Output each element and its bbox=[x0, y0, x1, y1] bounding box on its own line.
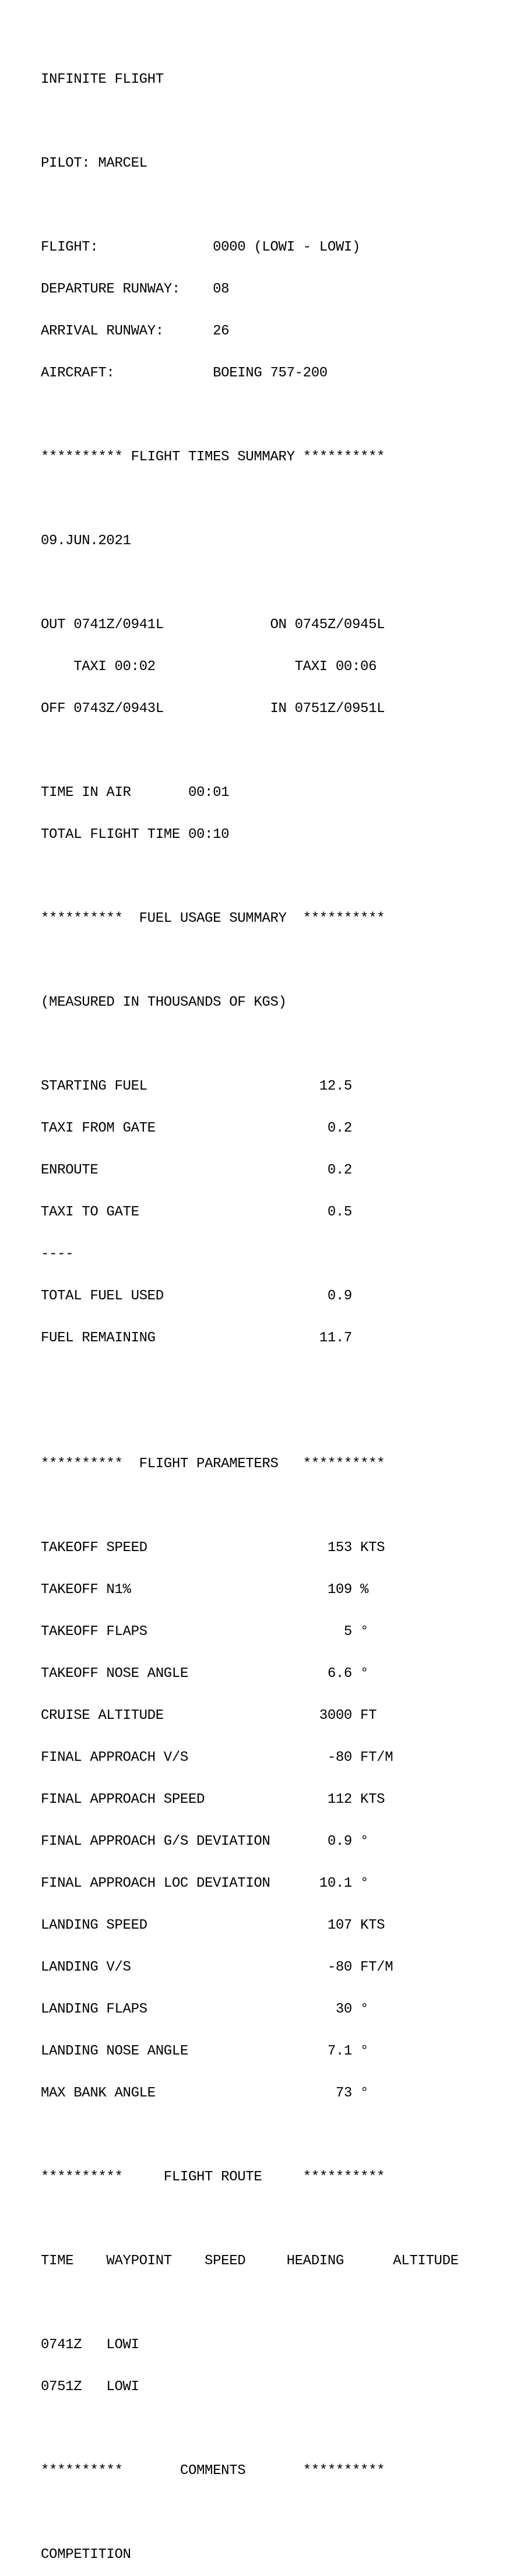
param-row-takeoff-n1: TAKEOFF N1% 109 % bbox=[41, 1582, 369, 1598]
blank-line bbox=[41, 954, 459, 968]
aircraft-line: AIRCRAFT: BOEING 757-200 bbox=[41, 365, 328, 381]
blank-line bbox=[41, 2129, 459, 2142]
blank-line bbox=[41, 2212, 459, 2226]
param-row-max-bank-angle: MAX BANK ANGLE 73 ° bbox=[41, 2085, 369, 2101]
param-row-final-approach-vs: FINAL APPROACH V/S -80 FT/M bbox=[41, 1750, 393, 1766]
blank-line bbox=[41, 576, 459, 590]
param-row-takeoff-speed: TAKEOFF SPEED 153 KTS bbox=[41, 1540, 385, 1556]
route-row: 0751Z LOWI bbox=[41, 2379, 139, 2395]
route-row: 0741Z LOWI bbox=[41, 2337, 139, 2353]
blank-line bbox=[41, 115, 459, 129]
param-row-final-approach-speed: FINAL APPROACH SPEED 112 KTS bbox=[41, 1792, 385, 1807]
departure-runway-line: DEPARTURE RUNWAY: 08 bbox=[41, 281, 230, 297]
blank-line bbox=[41, 408, 459, 422]
fuel-unit-note: (MEASURED IN THOUSANDS OF KGS) bbox=[41, 995, 287, 1010]
blank-line bbox=[41, 199, 459, 213]
comments-heading: ********** COMMENTS ********** bbox=[41, 2463, 385, 2479]
flight-route-heading: ********** FLIGHT ROUTE ********** bbox=[41, 2169, 385, 2185]
blank-line bbox=[41, 870, 459, 884]
flight-parameters-heading: ********** FLIGHT PARAMETERS ********** bbox=[41, 1456, 385, 1472]
pilot-line: PILOT: MARCEL bbox=[41, 156, 147, 171]
fuel-row-taxi-to-gate: TAXI TO GATE 0.5 bbox=[41, 1204, 352, 1220]
report-title: INFINITE FLIGHT bbox=[41, 72, 164, 87]
param-row-takeoff-nose-angle: TAKEOFF NOSE ANGLE 6.6 ° bbox=[41, 1666, 369, 1682]
blank-line bbox=[41, 744, 459, 758]
param-row-landing-speed: LANDING SPEED 107 KTS bbox=[41, 1918, 385, 1933]
flight-times-summary-heading: ********** FLIGHT TIMES SUMMARY ********** bbox=[41, 449, 385, 465]
route-table-header: TIME WAYPOINT SPEED HEADING ALTITUDE bbox=[41, 2253, 459, 2269]
fuel-row-total-used: TOTAL FUEL USED 0.9 bbox=[41, 1288, 352, 1304]
off-in-times: OFF 0743Z/0943L IN 0751Z/0951L bbox=[41, 701, 385, 717]
blank-line bbox=[41, 492, 459, 506]
param-row-takeoff-flaps: TAKEOFF FLAPS 5 ° bbox=[41, 1624, 369, 1640]
fuel-separator: ---- bbox=[41, 1246, 74, 1262]
param-row-landing-nose-angle: LANDING NOSE ANGLE 7.1 ° bbox=[41, 2043, 369, 2059]
time-in-air: TIME IN AIR 00:01 bbox=[41, 785, 230, 801]
blank-line bbox=[41, 2422, 459, 2436]
blank-line bbox=[41, 1499, 459, 1513]
comment-text: COMPETITION bbox=[41, 2547, 131, 2563]
total-flight-time: TOTAL FLIGHT TIME 00:10 bbox=[41, 827, 230, 843]
blank-line bbox=[41, 1038, 459, 1052]
flight-report bbox=[41, 45, 459, 2576]
taxi-times: TAXI 00:02 TAXI 00:06 bbox=[41, 659, 377, 675]
param-row-cruise-altitude: CRUISE ALTITUDE 3000 FT bbox=[41, 1708, 377, 1724]
blank-line bbox=[41, 2506, 459, 2520]
blank-line bbox=[41, 2296, 459, 2310]
blank-line bbox=[41, 1373, 459, 1387]
param-row-landing-flaps: LANDING FLAPS 30 ° bbox=[41, 2001, 369, 2017]
fuel-row-remaining: FUEL REMAINING 11.7 bbox=[41, 1330, 352, 1346]
blank-line bbox=[41, 1415, 459, 1429]
fuel-row-taxi-from-gate: TAXI FROM GATE 0.2 bbox=[41, 1120, 352, 1136]
param-row-final-approach-gs-deviation: FINAL APPROACH G/S DEVIATION 0.9 ° bbox=[41, 1834, 369, 1849]
param-row-landing-vs: LANDING V/S -80 FT/M bbox=[41, 1960, 393, 1975]
arrival-runway-line: ARRIVAL RUNWAY: 26 bbox=[41, 323, 230, 339]
out-on-times: OUT 0741Z/0941L ON 0745Z/0945L bbox=[41, 617, 385, 633]
flight-date: 09.JUN.2021 bbox=[41, 533, 131, 549]
param-row-final-approach-loc-deviation: FINAL APPROACH LOC DEVIATION 10.1 ° bbox=[41, 1876, 369, 1891]
fuel-usage-summary-heading: ********** FUEL USAGE SUMMARY ********** bbox=[41, 911, 385, 926]
fuel-row-starting: STARTING FUEL 12.5 bbox=[41, 1079, 352, 1094]
flight-line: FLIGHT: 0000 (LOWI - LOWI) bbox=[41, 239, 361, 255]
fuel-row-enroute: ENROUTE 0.2 bbox=[41, 1162, 352, 1178]
